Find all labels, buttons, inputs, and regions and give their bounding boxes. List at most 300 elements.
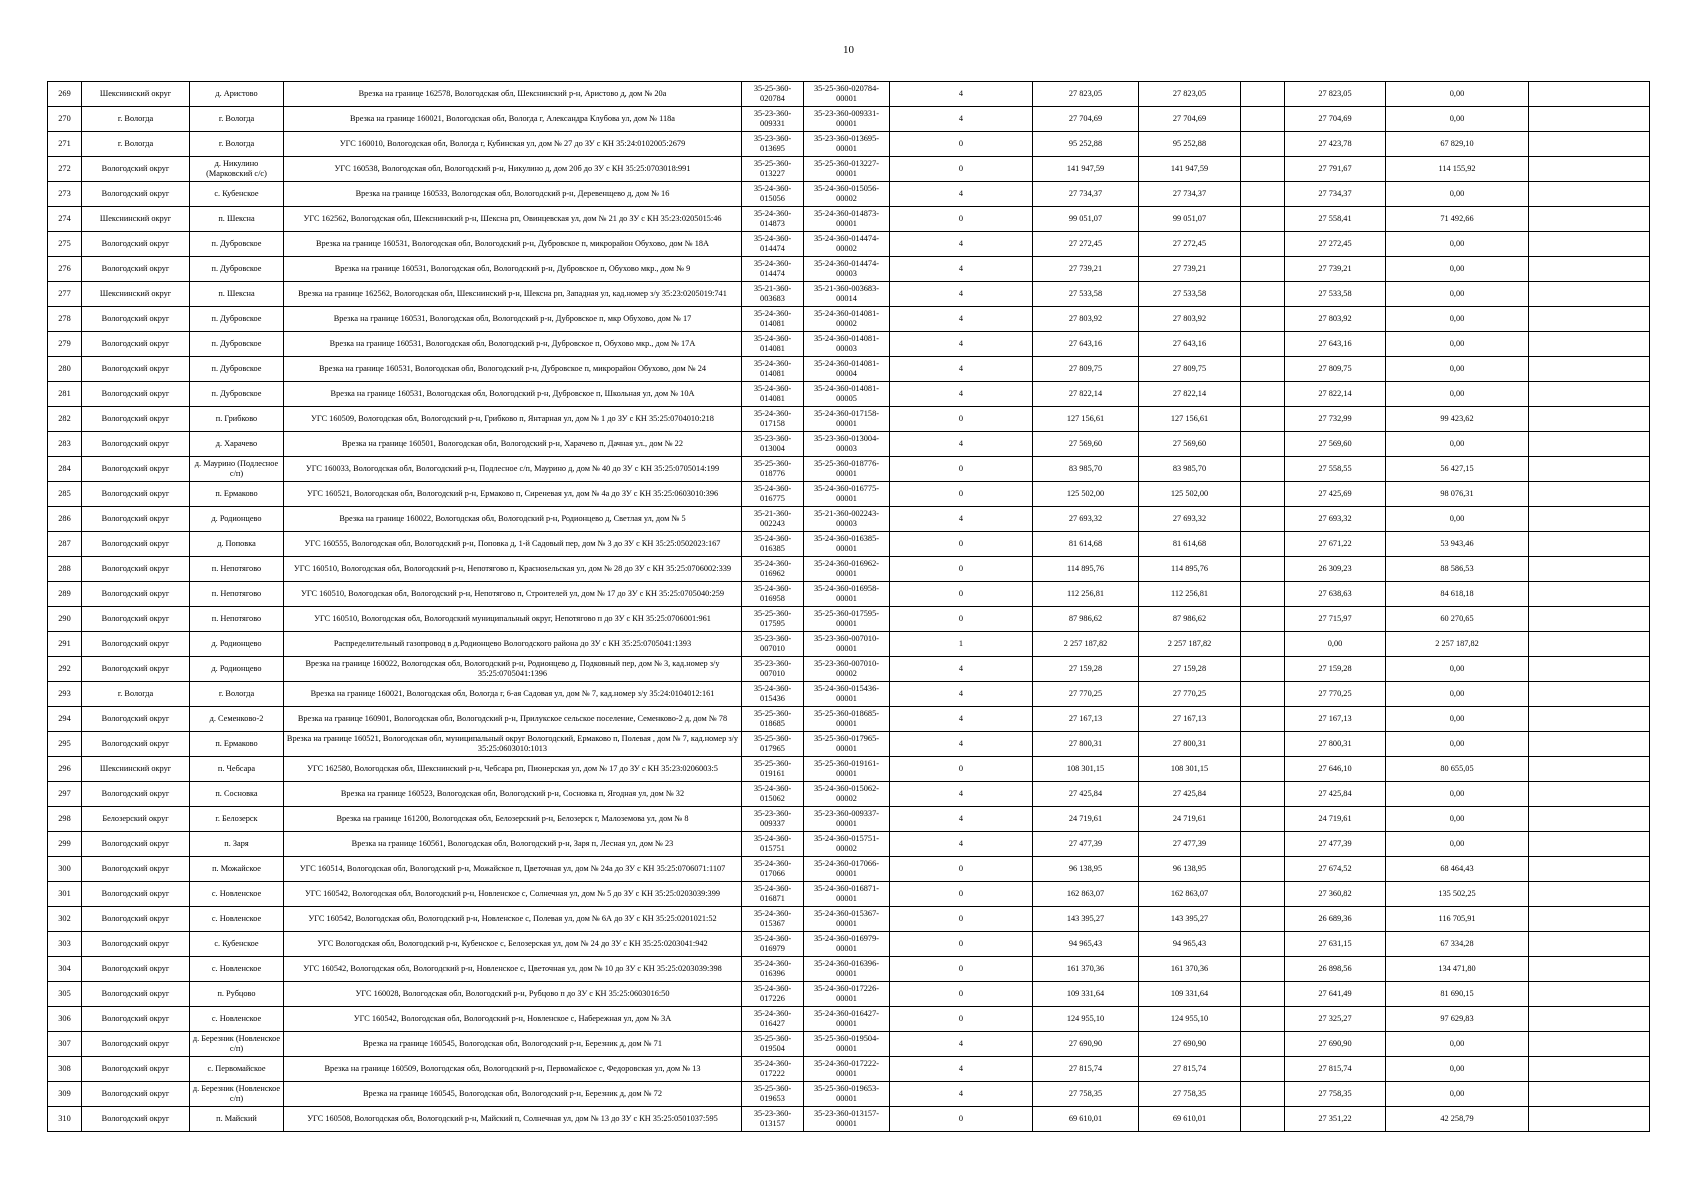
cost-value-cell: 27 823,05: [1139, 82, 1241, 107]
cost-value-cell: 27 822,14: [1139, 382, 1241, 407]
table-row: [48, 482, 1650, 507]
cost-total-cell: 99 051,07: [1033, 207, 1139, 232]
table-row: [48, 957, 1650, 982]
note-cell: [1529, 457, 1650, 482]
remainder-cell: 0,00: [1386, 1057, 1529, 1082]
cost-part-cell: 27 569,60: [1285, 432, 1386, 457]
cost-part-cell: 27 770,25: [1285, 682, 1386, 707]
district-cell: Вологодский округ: [82, 857, 190, 882]
settlement-cell: п. Сосновка: [190, 782, 284, 807]
category-cell: 0: [890, 1007, 1033, 1032]
table-row: [48, 807, 1650, 832]
cadastral-code-cell: 35-24-360-014873-00001: [804, 207, 890, 232]
cost-value-cell: 27 477,39: [1139, 832, 1241, 857]
cost-value-cell: 108 301,15: [1139, 757, 1241, 782]
cadastral-code-cell: 35-24-360-016396-00001: [804, 957, 890, 982]
table-row: [48, 82, 1650, 107]
cadastral-code-cell: 35-24-360-015367-00001: [804, 907, 890, 932]
row-number: 290: [48, 607, 82, 632]
cost-total-cell: 2 257 187,82: [1033, 632, 1139, 657]
district-cell: Вологодский округ: [82, 907, 190, 932]
object-address-cell: Врезка на границе 162562, Вологодская обл, Шекснинский р-н, Шексна рп, Западная ул, кад.номер з/у 35:23:0205019:741: [284, 282, 742, 307]
row-number: 273: [48, 182, 82, 207]
category-cell: 4: [890, 107, 1033, 132]
row-number: 287: [48, 532, 82, 557]
object-code-cell: 35-24-360-016396: [742, 957, 804, 982]
note-cell: [1529, 82, 1650, 107]
district-cell: Вологодский округ: [82, 507, 190, 532]
object-address-cell: Распределительный газопровод в д.Родионцево Вологодского района до ЗУ с КН 35:25:0705041:1393: [284, 632, 742, 657]
remainder-cell: 53 943,46: [1386, 532, 1529, 557]
district-cell: Вологодский округ: [82, 557, 190, 582]
note-cell: [1529, 832, 1650, 857]
cost-part-cell: 27 822,14: [1285, 382, 1386, 407]
object-code-cell: 35-23-360-009331: [742, 107, 804, 132]
cost-value-cell: 27 690,90: [1139, 1032, 1241, 1057]
empty-cell: [1241, 382, 1285, 407]
cost-value-cell: 69 610,01: [1139, 1107, 1241, 1132]
row-number: 310: [48, 1107, 82, 1132]
object-code-cell: 35-24-360-016979: [742, 932, 804, 957]
empty-cell: [1241, 782, 1285, 807]
note-cell: [1529, 282, 1650, 307]
empty-cell: [1241, 82, 1285, 107]
table-row: [48, 107, 1650, 132]
cadastral-code-cell: 35-24-360-017158-00001: [804, 407, 890, 432]
cost-value-cell: 96 138,95: [1139, 857, 1241, 882]
cost-total-cell: 27 822,14: [1033, 382, 1139, 407]
cost-total-cell: 95 252,88: [1033, 132, 1139, 157]
cost-total-cell: 124 955,10: [1033, 1007, 1139, 1032]
cost-total-cell: 27 739,21: [1033, 257, 1139, 282]
remainder-cell: 84 618,18: [1386, 582, 1529, 607]
note-cell: [1529, 557, 1650, 582]
object-address-cell: УГС Вологодская обл, Вологодский р-н, Кубенское с, Белозерская ул, дом № 24 до ЗУ с КН 35:25:0203041:942: [284, 932, 742, 957]
category-cell: 0: [890, 407, 1033, 432]
category-cell: 0: [890, 932, 1033, 957]
row-number: 293: [48, 682, 82, 707]
table-row: [48, 557, 1650, 582]
settlement-cell: п. Грибково: [190, 407, 284, 432]
empty-cell: [1241, 1032, 1285, 1057]
table-row: [48, 407, 1650, 432]
cadastral-code-cell: 35-25-360-019504-00001: [804, 1032, 890, 1057]
row-number: 286: [48, 507, 82, 532]
row-number: 289: [48, 582, 82, 607]
cost-part-cell: 27 803,92: [1285, 307, 1386, 332]
row-number: 271: [48, 132, 82, 157]
category-cell: 0: [890, 607, 1033, 632]
cost-total-cell: 27 704,69: [1033, 107, 1139, 132]
cadastral-code-cell: 35-24-360-017226-00001: [804, 982, 890, 1007]
district-cell: Вологодский округ: [82, 882, 190, 907]
cost-total-cell: 27 815,74: [1033, 1057, 1139, 1082]
cost-value-cell: 141 947,59: [1139, 157, 1241, 182]
empty-cell: [1241, 632, 1285, 657]
empty-cell: [1241, 507, 1285, 532]
table-row: [48, 282, 1650, 307]
row-number: 278: [48, 307, 82, 332]
empty-cell: [1241, 232, 1285, 257]
remainder-cell: 0,00: [1386, 357, 1529, 382]
empty-cell: [1241, 532, 1285, 557]
settlement-cell: п. Заря: [190, 832, 284, 857]
cadastral-code-cell: 35-25-360-019161-00001: [804, 757, 890, 782]
note-cell: [1529, 182, 1650, 207]
settlement-cell: п. Непотягово: [190, 557, 284, 582]
cost-total-cell: 27 569,60: [1033, 432, 1139, 457]
cadastral-code-cell: 35-24-360-016979-00001: [804, 932, 890, 957]
object-code-cell: 35-24-360-014474: [742, 257, 804, 282]
empty-cell: [1241, 832, 1285, 857]
note-cell: [1529, 382, 1650, 407]
district-cell: Вологодский округ: [82, 632, 190, 657]
note-cell: [1529, 257, 1650, 282]
object-address-cell: УГС 160510, Вологодская обл, Вологодский р-н, Непотягово п, Строителей ул, дом № 17 до ЗУ с КН 35:25:0705040:259: [284, 582, 742, 607]
district-cell: г. Вологда: [82, 132, 190, 157]
district-cell: Вологодский округ: [82, 1107, 190, 1132]
settlement-cell: с. Кубенское: [190, 182, 284, 207]
empty-cell: [1241, 257, 1285, 282]
remainder-cell: 56 427,15: [1386, 457, 1529, 482]
object-address-cell: УГС 160542, Вологодская обл, Вологодский р-н, Новленское с, Цветочная ул, дом № 10 до ЗУ с КН 35:25:0203039:398: [284, 957, 742, 982]
note-cell: [1529, 357, 1650, 382]
district-cell: Белозерский округ: [82, 807, 190, 832]
remainder-cell: 80 655,05: [1386, 757, 1529, 782]
note-cell: [1529, 757, 1650, 782]
cost-value-cell: 99 051,07: [1139, 207, 1241, 232]
cadastral-code-cell: 35-24-360-016775-00001: [804, 482, 890, 507]
settlement-cell: п. Ермаково: [190, 732, 284, 757]
cost-value-cell: 125 502,00: [1139, 482, 1241, 507]
table-row: [48, 157, 1650, 182]
settlement-cell: п. Чебсара: [190, 757, 284, 782]
table-row: [48, 607, 1650, 632]
remainder-cell: 0,00: [1386, 732, 1529, 757]
cost-total-cell: 162 863,07: [1033, 882, 1139, 907]
empty-cell: [1241, 907, 1285, 932]
object-code-cell: 35-24-360-015751: [742, 832, 804, 857]
object-code-cell: 35-24-360-015367: [742, 907, 804, 932]
object-code-cell: 35-24-360-014873: [742, 207, 804, 232]
row-number: 309: [48, 1082, 82, 1107]
cadastral-code-cell: 35-23-360-013695-00001: [804, 132, 890, 157]
district-cell: Вологодский округ: [82, 432, 190, 457]
district-cell: Вологодский округ: [82, 182, 190, 207]
cadastral-code-cell: 35-24-360-015056-00002: [804, 182, 890, 207]
row-number: 285: [48, 482, 82, 507]
object-code-cell: 35-24-360-017158: [742, 407, 804, 432]
district-cell: Вологодский округ: [82, 707, 190, 732]
note-cell: [1529, 532, 1650, 557]
empty-cell: [1241, 557, 1285, 582]
cost-part-cell: 27 734,37: [1285, 182, 1386, 207]
object-code-cell: 35-23-360-013004: [742, 432, 804, 457]
object-address-cell: Врезка на границе 160531, Вологодская обл, Вологодский р-н, Дубровское п, мкр Обухово, дом № 17: [284, 307, 742, 332]
object-code-cell: 35-23-360-013695: [742, 132, 804, 157]
object-address-cell: Врезка на границе 162578, Вологодская обл, Шекснинский р-н, Аристово д, дом № 20а: [284, 82, 742, 107]
remainder-cell: 71 492,66: [1386, 207, 1529, 232]
row-number: 300: [48, 857, 82, 882]
district-cell: Вологодский округ: [82, 957, 190, 982]
cost-value-cell: 109 331,64: [1139, 982, 1241, 1007]
row-number: 280: [48, 357, 82, 382]
cost-value-cell: 81 614,68: [1139, 532, 1241, 557]
category-cell: 0: [890, 1107, 1033, 1132]
cost-part-cell: 27 360,82: [1285, 882, 1386, 907]
object-address-cell: Врезка на границе 160561, Вологодская обл, Вологодский р-н, Заря п, Лесная ул, дом № 23: [284, 832, 742, 857]
empty-cell: [1241, 282, 1285, 307]
district-cell: Вологодский округ: [82, 257, 190, 282]
cost-part-cell: 27 732,99: [1285, 407, 1386, 432]
cost-total-cell: 96 138,95: [1033, 857, 1139, 882]
cost-total-cell: 27 643,16: [1033, 332, 1139, 357]
object-code-cell: 35-24-360-016775: [742, 482, 804, 507]
object-code-cell: 35-24-360-016962: [742, 557, 804, 582]
category-cell: 4: [890, 507, 1033, 532]
cost-total-cell: 141 947,59: [1033, 157, 1139, 182]
district-cell: Вологодский округ: [82, 307, 190, 332]
object-code-cell: 35-24-360-014081: [742, 307, 804, 332]
note-cell: [1529, 432, 1650, 457]
note-cell: [1529, 207, 1650, 232]
cost-part-cell: 27 558,41: [1285, 207, 1386, 232]
empty-cell: [1241, 307, 1285, 332]
note-cell: [1529, 582, 1650, 607]
cost-value-cell: 87 986,62: [1139, 607, 1241, 632]
note-cell: [1529, 907, 1650, 932]
object-address-cell: Врезка на границе 160531, Вологодская обл, Вологодский р-н, Дубровское п, Школьная ул, дом № 10А: [284, 382, 742, 407]
table-row: [48, 1007, 1650, 1032]
object-code-cell: 35-23-360-007010: [742, 632, 804, 657]
empty-cell: [1241, 1082, 1285, 1107]
empty-cell: [1241, 1057, 1285, 1082]
empty-cell: [1241, 357, 1285, 382]
note-cell: [1529, 1082, 1650, 1107]
settlement-cell: п. Дубровское: [190, 257, 284, 282]
cadastral-code-cell: 35-25-360-017965-00001: [804, 732, 890, 757]
object-code-cell: 35-25-360-020784: [742, 82, 804, 107]
cost-value-cell: 2 257 187,82: [1139, 632, 1241, 657]
cost-total-cell: 114 895,76: [1033, 557, 1139, 582]
remainder-cell: 0,00: [1386, 332, 1529, 357]
district-cell: Вологодский округ: [82, 582, 190, 607]
table-row: [48, 632, 1650, 657]
cadastral-code-cell: 35-25-360-017595-00001: [804, 607, 890, 632]
remainder-cell: 0,00: [1386, 807, 1529, 832]
district-cell: Вологодский округ: [82, 357, 190, 382]
cost-total-cell: 24 719,61: [1033, 807, 1139, 832]
object-address-cell: Врезка на границе 160531, Вологодская обл, Вологодский р-н, Дубровское п, Обухово мкр., дом № 9: [284, 257, 742, 282]
remainder-cell: 0,00: [1386, 232, 1529, 257]
remainder-cell: 98 076,31: [1386, 482, 1529, 507]
row-number: 282: [48, 407, 82, 432]
note-cell: [1529, 807, 1650, 832]
object-code-cell: 35-25-360-018776: [742, 457, 804, 482]
cost-part-cell: 27 167,13: [1285, 707, 1386, 732]
settlement-cell: г. Вологда: [190, 132, 284, 157]
category-cell: 4: [890, 232, 1033, 257]
table-row: [48, 132, 1650, 157]
remainder-cell: 0,00: [1386, 1082, 1529, 1107]
settlement-cell: п. Можайское: [190, 857, 284, 882]
empty-cell: [1241, 957, 1285, 982]
cost-value-cell: 27 167,13: [1139, 707, 1241, 732]
district-cell: Вологодский округ: [82, 332, 190, 357]
settlement-cell: п. Дубровское: [190, 232, 284, 257]
cost-value-cell: 27 569,60: [1139, 432, 1241, 457]
cost-part-cell: 26 309,23: [1285, 557, 1386, 582]
settlement-cell: п. Дубровское: [190, 332, 284, 357]
cadastral-code-cell: 35-24-360-017222-00001: [804, 1057, 890, 1082]
district-cell: Вологодский округ: [82, 657, 190, 682]
cost-part-cell: 27 272,45: [1285, 232, 1386, 257]
row-number: 296: [48, 757, 82, 782]
category-cell: 4: [890, 432, 1033, 457]
district-cell: Вологодский округ: [82, 982, 190, 1007]
district-cell: Вологодский округ: [82, 457, 190, 482]
empty-cell: [1241, 1007, 1285, 1032]
district-cell: Вологодский округ: [82, 482, 190, 507]
cost-value-cell: 27 272,45: [1139, 232, 1241, 257]
row-number: 272: [48, 157, 82, 182]
cadastral-code-cell: 35-23-360-013004-00003: [804, 432, 890, 457]
empty-cell: [1241, 207, 1285, 232]
cost-value-cell: 162 863,07: [1139, 882, 1241, 907]
cost-part-cell: 27 425,69: [1285, 482, 1386, 507]
cost-part-cell: 27 638,63: [1285, 582, 1386, 607]
empty-cell: [1241, 882, 1285, 907]
row-number: 284: [48, 457, 82, 482]
object-code-cell: 35-24-360-016427: [742, 1007, 804, 1032]
settlement-cell: д. Родионцево: [190, 632, 284, 657]
category-cell: 0: [890, 882, 1033, 907]
cadastral-code-cell: 35-24-360-014081-00004: [804, 357, 890, 382]
settlement-cell: д. Родионцево: [190, 657, 284, 682]
row-number: 298: [48, 807, 82, 832]
cost-part-cell: 27 715,97: [1285, 607, 1386, 632]
category-cell: 4: [890, 707, 1033, 732]
table-row: [48, 907, 1650, 932]
table-row: [48, 782, 1650, 807]
row-number: 275: [48, 232, 82, 257]
empty-cell: [1241, 682, 1285, 707]
cost-total-cell: 127 156,61: [1033, 407, 1139, 432]
cadastral-code-cell: 35-24-360-014474-00003: [804, 257, 890, 282]
object-address-cell: УГС 160521, Вологодская обл, Вологодский р-н, Ермаково п, Сиреневая ул, дом № 4а до ЗУ с КН 35:25:0603010:396: [284, 482, 742, 507]
table-row: [48, 432, 1650, 457]
settlement-cell: п. Непотягово: [190, 582, 284, 607]
remainder-cell: 67 334,28: [1386, 932, 1529, 957]
cost-value-cell: 27 533,58: [1139, 282, 1241, 307]
object-code-cell: 35-24-360-016958: [742, 582, 804, 607]
remainder-cell: 0,00: [1386, 82, 1529, 107]
object-code-cell: 35-24-360-015056: [742, 182, 804, 207]
category-cell: 0: [890, 982, 1033, 1007]
empty-cell: [1241, 107, 1285, 132]
remainder-cell: 0,00: [1386, 707, 1529, 732]
object-address-cell: Врезка на границе 161200, Вологодская обл, Белозерский р-н, Белозерск г, Малоземова ул, дом № 8: [284, 807, 742, 832]
cost-part-cell: 27 815,74: [1285, 1057, 1386, 1082]
cost-value-cell: 124 955,10: [1139, 1007, 1241, 1032]
row-number: 270: [48, 107, 82, 132]
cadastral-code-cell: 35-24-360-014474-00002: [804, 232, 890, 257]
empty-cell: [1241, 132, 1285, 157]
cost-total-cell: 27 770,25: [1033, 682, 1139, 707]
table-row: [48, 182, 1650, 207]
row-number: 302: [48, 907, 82, 932]
note-cell: [1529, 507, 1650, 532]
district-cell: Вологодский округ: [82, 532, 190, 557]
district-cell: Вологодский округ: [82, 932, 190, 957]
district-cell: Вологодский округ: [82, 232, 190, 257]
object-address-cell: УГС 160538, Вологодская обл, Вологодский р-н, Никулино д, дом 20б до ЗУ с КН 35:25:0703018:991: [284, 157, 742, 182]
category-cell: 0: [890, 957, 1033, 982]
remainder-cell: 0,00: [1386, 282, 1529, 307]
settlement-cell: д. Маурино (Подлесное с/п): [190, 457, 284, 482]
note-cell: [1529, 482, 1650, 507]
empty-cell: [1241, 432, 1285, 457]
remainder-cell: 2 257 187,82: [1386, 632, 1529, 657]
object-address-cell: УГС 160510, Вологодская обл, Вологодский муниципальный округ, Непотягово п до ЗУ с КН 35:25:0706001:961: [284, 607, 742, 632]
object-code-cell: 35-24-360-015436: [742, 682, 804, 707]
remainder-cell: 42 258,79: [1386, 1107, 1529, 1132]
cost-value-cell: 27 643,16: [1139, 332, 1241, 357]
object-address-cell: Врезка на границе 160021, Вологодская обл, Вологда г, Александра Клубова ул, дом № 118а: [284, 107, 742, 132]
note-cell: [1529, 732, 1650, 757]
object-code-cell: 35-24-360-017066: [742, 857, 804, 882]
object-code-cell: 35-25-360-017595: [742, 607, 804, 632]
settlement-cell: д. Поповка: [190, 532, 284, 557]
cadastral-code-cell: 35-24-360-014081-00005: [804, 382, 890, 407]
district-cell: Вологодский округ: [82, 1082, 190, 1107]
settlement-cell: с. Кубенское: [190, 932, 284, 957]
note-cell: [1529, 332, 1650, 357]
note-cell: [1529, 1057, 1650, 1082]
cost-total-cell: 83 985,70: [1033, 457, 1139, 482]
empty-cell: [1241, 857, 1285, 882]
cost-total-cell: 27 734,37: [1033, 182, 1139, 207]
category-cell: 4: [890, 282, 1033, 307]
cost-total-cell: 27 167,13: [1033, 707, 1139, 732]
row-number: 305: [48, 982, 82, 1007]
note-cell: [1529, 607, 1650, 632]
object-address-cell: УГС 160542, Вологодская обл, Вологодский р-н, Новленское с, Полевая ул, дом № 6А до ЗУ с КН 35:25:0201021:52: [284, 907, 742, 932]
cost-total-cell: 94 965,43: [1033, 932, 1139, 957]
cost-part-cell: 27 423,78: [1285, 132, 1386, 157]
cost-part-cell: 26 898,56: [1285, 957, 1386, 982]
settlement-cell: д. Березник (Новленское с/п): [190, 1082, 284, 1107]
cadastral-code-cell: 35-21-360-002243-00003: [804, 507, 890, 532]
settlement-cell: с. Первомайское: [190, 1057, 284, 1082]
remainder-cell: 0,00: [1386, 507, 1529, 532]
empty-cell: [1241, 182, 1285, 207]
object-code-cell: 35-25-360-018685: [742, 707, 804, 732]
cost-value-cell: 27 809,75: [1139, 357, 1241, 382]
object-code-cell: 35-24-360-015062: [742, 782, 804, 807]
cost-value-cell: 95 252,88: [1139, 132, 1241, 157]
row-number: 301: [48, 882, 82, 907]
cost-total-cell: 81 614,68: [1033, 532, 1139, 557]
object-address-cell: Врезка на границе 160531, Вологодская обл, Вологодский р-н, Дубровское п, микрорайон Обухово, дом № 24: [284, 357, 742, 382]
category-cell: 4: [890, 657, 1033, 682]
cost-part-cell: 26 689,36: [1285, 907, 1386, 932]
object-code-cell: 35-24-360-014081: [742, 357, 804, 382]
object-code-cell: 35-24-360-014474: [742, 232, 804, 257]
category-cell: 4: [890, 357, 1033, 382]
district-cell: Вологодский округ: [82, 407, 190, 432]
cost-value-cell: 94 965,43: [1139, 932, 1241, 957]
